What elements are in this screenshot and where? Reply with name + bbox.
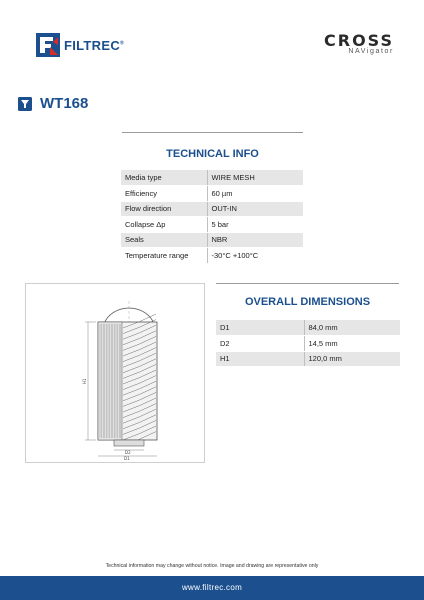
- technical-info-value: WIRE MESH: [207, 170, 303, 186]
- technical-info-row: [121, 217, 303, 233]
- filtrec-logo-icon: [36, 33, 60, 57]
- page-header: [0, 0, 424, 80]
- product-drawing: [25, 283, 205, 463]
- dimensions-table: [216, 320, 400, 367]
- filter-drawing: [26, 284, 206, 464]
- dimensions-title: OVERALL DIMENSIONS: [244, 296, 371, 308]
- registered-mark: ®: [120, 40, 125, 47]
- product-heading: [18, 95, 88, 112]
- dimension-value: 14,5 mm: [304, 336, 400, 352]
- technical-info-label: Collapse Δp: [121, 217, 207, 233]
- cross-navigator-title: CROSS: [324, 31, 394, 50]
- page-footer: [0, 576, 424, 600]
- dimension-label: D2: [216, 336, 304, 352]
- technical-info-title: TECHNICAL INFO: [166, 148, 259, 160]
- dimension-label-d2: D2: [125, 450, 131, 455]
- dimension-row: [216, 320, 400, 336]
- dimensions-divider: [216, 283, 399, 284]
- brand-name: [64, 38, 124, 53]
- technical-info-row: [121, 170, 303, 186]
- technical-info-value: NBR: [207, 232, 303, 248]
- brand-name-text: FILTREC: [64, 37, 121, 53]
- technical-info-divider: [122, 132, 303, 133]
- dimension-value: 120,0 mm: [304, 351, 400, 367]
- technical-info-table: [121, 170, 303, 264]
- technical-info-value: 60 µm: [207, 186, 303, 202]
- website-link[interactable]: www.filtrec.com: [181, 583, 243, 592]
- technical-info-label: Temperature range: [121, 248, 207, 264]
- technical-info-value: 5 bar: [207, 217, 303, 233]
- dimension-row: [216, 336, 400, 352]
- dimension-label: H1: [216, 351, 304, 367]
- cross-navigator-subtitle: NAVigator: [348, 48, 394, 55]
- technical-info-value: OUT-IN: [207, 201, 303, 217]
- technical-info-row: [121, 232, 303, 248]
- technical-info-row: [121, 201, 303, 217]
- technical-info-row: [121, 248, 303, 264]
- technical-info-label: Media type: [121, 170, 207, 186]
- disclaimer-note: Technical information may change without notice. Image and drawing are representative only: [105, 563, 319, 569]
- technical-info-label: Efficiency: [121, 186, 207, 202]
- dimension-row: [216, 351, 400, 367]
- technical-info-label: Seals: [121, 232, 207, 248]
- dimension-label: D1: [216, 320, 304, 336]
- cross-navigator-logo: [324, 31, 394, 55]
- filter-icon: [18, 97, 32, 111]
- dimension-value: 84,0 mm: [304, 320, 400, 336]
- product-code: WT168: [40, 95, 89, 112]
- filtrec-logo[interactable]: [36, 33, 124, 57]
- dimension-label-d1: D1: [124, 456, 130, 461]
- dimension-label-h1: H1: [82, 378, 87, 384]
- technical-info-label: Flow direction: [121, 201, 207, 217]
- technical-info-value: -30°C +100°C: [207, 248, 303, 264]
- technical-info-row: [121, 186, 303, 202]
